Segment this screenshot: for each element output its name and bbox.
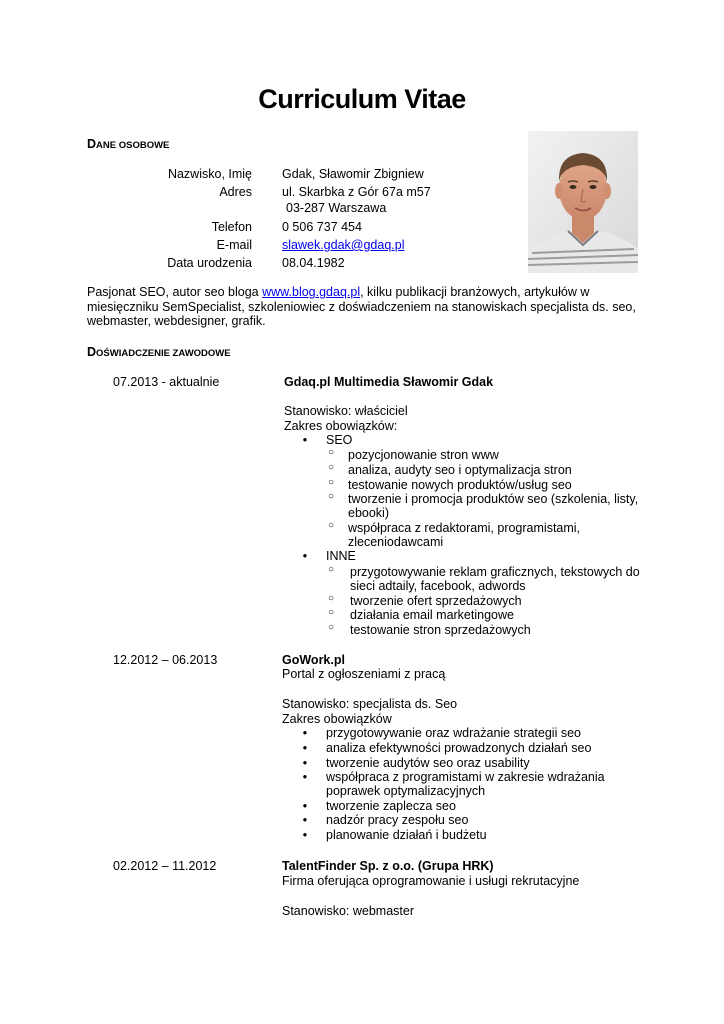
job1-group-inne: INNE [326, 549, 356, 563]
circle-bullet-icon: ○ [327, 593, 335, 604]
value-birthdate: 08.04.1982 [282, 256, 345, 270]
job2-position: Stanowisko: specjalista ds. Seo [282, 697, 458, 711]
circle-bullet-icon: ○ [327, 607, 335, 618]
job1-seo-item: pozycjonowanie stron www [348, 448, 499, 462]
job2-item: planowanie działań i budżetu [326, 828, 487, 842]
blog-link[interactable]: www.blog.gdaq.pl [262, 285, 361, 299]
document-title: Curriculum Vitae [258, 84, 466, 114]
job2-item: analiza efektywności prowadzonych działań seo [326, 741, 592, 755]
label-email: E-mail [216, 238, 252, 252]
job1-period: 07.2013 - aktualnie [113, 375, 220, 389]
value-name: Gdak, Sławomir Zbigniew [282, 167, 424, 181]
value-address-city: 03-287 Warszawa [286, 201, 387, 215]
job1-scope-label: Zakres obowiązków: [284, 419, 398, 433]
circle-bullet-icon: ○ [327, 447, 335, 458]
job3-company: TalentFinder Sp. z o.o. (Grupa HRK) [282, 859, 494, 873]
job2-period: 12.2012 – 06.2013 [113, 653, 218, 667]
label-phone: Telefon [211, 220, 252, 234]
summary-text-start: Pasjonat SEO, autor seo bloga [87, 285, 263, 299]
summary-line-3: webmaster, webdesigner, grafik. [87, 314, 266, 328]
circle-bullet-icon: ○ [327, 462, 335, 473]
summary-line-2: miesięczniku SemSpecialist, szkoleniowiec z doświadczeniem na stanowiskach specjalista ds. seo, [87, 300, 636, 314]
job2-item: tworzenie audytów seo oraz usability [326, 756, 530, 770]
job1-seo-item: współpraca z redaktorami, programistami, [348, 521, 581, 535]
summary-line-1 [87, 285, 589, 299]
personal-data-heading: DANE OSOBOWE [87, 137, 170, 151]
bullet-icon: • [302, 813, 308, 827]
job2-description: Portal z ogłoszeniami z pracą [282, 667, 446, 681]
job1-inne-item-cont: sieci adtaily, facebook, adwords [350, 579, 526, 593]
job1-seo-item: analiza, audyty seo i optymalizacja stron [348, 463, 572, 477]
job1-seo-item: tworzenie i promocja produktów seo (szkolenia, listy, [348, 492, 639, 506]
profile-photo [528, 131, 638, 273]
bullet-icon: • [302, 770, 308, 784]
job3-period: 02.2012 – 11.2012 [113, 859, 217, 873]
circle-bullet-icon: ○ [327, 491, 335, 502]
job2-company: GoWork.pl [282, 653, 345, 667]
value-address-street: ul. Skarbka z Gór 67a m57 [282, 185, 431, 199]
label-birthdate: Data urodzenia [167, 256, 252, 270]
job1-seo-item-cont: ebooki) [348, 506, 389, 520]
label-address: Adres [219, 185, 252, 199]
job2-item: tworzenie zaplecza seo [326, 799, 456, 813]
job1-inne-item: działania email marketingowe [350, 608, 514, 622]
job2-item-cont: poprawek optymalizacyjnych [326, 784, 486, 798]
job1-inne-item: przygotowywanie reklam graficznych, tekstowych do [350, 565, 640, 579]
job1-inne-item: tworzenie ofert sprzedażowych [350, 594, 522, 608]
experience-heading: DOŚWIADCZENIE ZAWODOWE [87, 345, 231, 359]
job1-inne-item: testowanie stron sprzedażowych [350, 623, 531, 637]
value-phone: 0 506 737 454 [282, 220, 362, 234]
job1-company: Gdaq.pl Multimedia Sławomir Gdak [284, 375, 494, 389]
job1-position: Stanowisko: właściciel [284, 404, 408, 418]
circle-bullet-icon: ○ [327, 622, 335, 633]
job1-group-seo: SEO [326, 433, 353, 447]
circle-bullet-icon: ○ [327, 520, 335, 531]
job2-item: przygotowywanie oraz wdrażanie strategii seo [326, 726, 581, 740]
email-link[interactable]: slawek.gdak@gdaq.pl [282, 238, 405, 252]
job2-item: nadzór pracy zespołu seo [326, 813, 469, 827]
circle-bullet-icon: ○ [327, 477, 335, 488]
bullet-icon: • [302, 828, 308, 842]
job1-seo-item-cont: zleceniodawcami [348, 535, 444, 549]
bullet-icon: • [302, 741, 308, 755]
bullet-icon: • [302, 433, 308, 447]
summary-text-end: , kilku publikacji branżowych, artykułów w [360, 285, 590, 299]
bullet-icon: • [302, 756, 308, 770]
job3-position: Stanowisko: webmaster [282, 904, 415, 918]
job3-description: Firma oferująca oprogramowanie i usługi rekrutacyjne [282, 874, 580, 888]
job2-item: współpraca z programistami w zakresie wdrażania [326, 770, 605, 784]
job2-scope-label: Zakres obowiązków [282, 712, 392, 726]
bullet-icon: • [302, 726, 308, 740]
job1-seo-item: testowanie nowych produktów/usług seo [348, 478, 572, 492]
label-name: Nazwisko, Imię [167, 167, 252, 181]
circle-bullet-icon: ○ [327, 564, 335, 575]
bullet-icon: • [302, 799, 308, 813]
bullet-icon: • [302, 549, 308, 563]
